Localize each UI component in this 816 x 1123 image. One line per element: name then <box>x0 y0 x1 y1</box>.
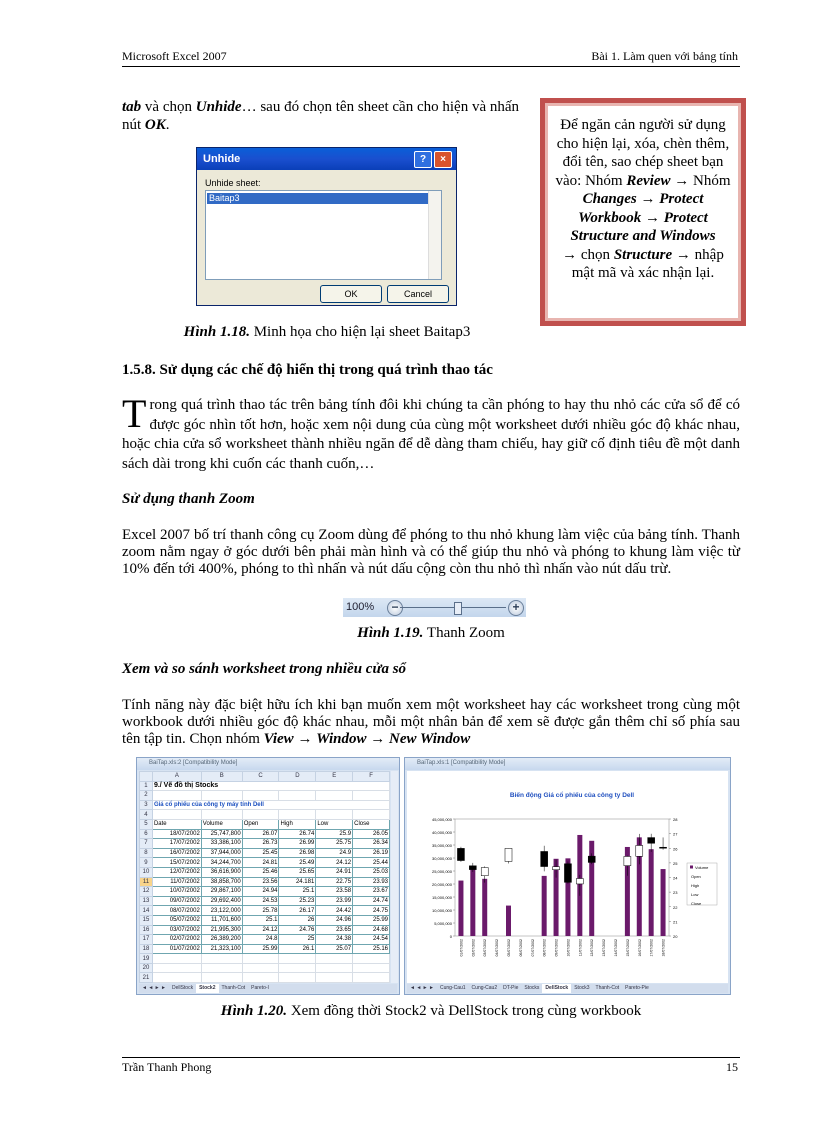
y-tick-label-right: 26 <box>673 846 678 852</box>
row-header[interactable]: 17 <box>140 935 153 945</box>
row-header[interactable]: 1 <box>140 781 153 791</box>
y-tick-label-left: 35,000,000 <box>431 843 452 848</box>
x-tick-label: 07/07/2002 <box>530 939 535 957</box>
candle-body <box>457 848 464 860</box>
close-icon[interactable]: × <box>434 151 452 168</box>
column-header[interactable]: C <box>242 772 279 782</box>
data-cell[interactable]: 26.1 <box>279 944 316 954</box>
subheading-windows: Xem và so sánh worksheet trong nhiều cửa sổ <box>122 661 407 677</box>
row-header[interactable]: 4 <box>140 810 153 820</box>
data-cell[interactable]: 25.1 <box>242 915 279 925</box>
volume-bar <box>649 849 654 936</box>
data-cell[interactable]: 25.99 <box>353 915 390 925</box>
window-titlebar: BaiTap.xls:2 [Compatibility Mode] <box>137 758 399 770</box>
sheet-tab[interactable]: Pareto-I <box>251 985 269 991</box>
table-row <box>140 954 390 964</box>
row-header[interactable]: 15 <box>140 915 153 925</box>
zoom-bar <box>343 598 526 617</box>
candle-body <box>636 845 643 856</box>
data-cell[interactable]: 01/07/2002 <box>152 944 201 954</box>
row-header[interactable]: 10 <box>140 867 153 877</box>
header-rule <box>122 66 740 67</box>
sheet-tab[interactable]: Thanh-Cot <box>595 985 620 991</box>
figure-caption-18: Hình 1.18. Minh họa cho hiện lại sheet Baitap3 <box>183 324 471 340</box>
row-header[interactable]: 11 <box>140 877 153 887</box>
y-tick-label-left: 40,000,000 <box>431 830 452 835</box>
data-cell[interactable]: 25.1 <box>279 887 316 897</box>
data-cell[interactable]: 24.53 <box>242 896 279 906</box>
data-cell[interactable]: 25.65 <box>279 867 316 877</box>
candle-body <box>588 856 595 862</box>
data-cell[interactable]: 24.94 <box>242 887 279 897</box>
candle-body <box>469 866 476 870</box>
paragraph-windows: Tính năng này đặc biệt hữu ích khi bạn muốn xem một worksheet hay các worksheet trong cùng một workbook dưới nhiều góc độ khác nhau, mỗi một nhân bản để xem sẽ được gắn thêm chỉ số phía sau tên tập tin. Chọn nhóm View → Window → New Window <box>122 697 740 748</box>
y-tick-label-right: 28 <box>673 817 678 822</box>
data-cell[interactable]: 24.74 <box>353 896 390 906</box>
column-header[interactable]: D <box>279 772 316 782</box>
data-cell[interactable]: 24.42 <box>316 906 353 916</box>
subheading-zoom: Sử dụng thanh Zoom <box>122 491 255 507</box>
x-tick-label: 06/07/2002 <box>518 939 523 957</box>
data-cell[interactable]: 26.98 <box>279 848 316 858</box>
legend-swatch <box>690 866 693 869</box>
sheet-tab[interactable]: Pareto-Pie <box>625 985 649 991</box>
column-label-cell[interactable]: High <box>279 819 316 829</box>
data-cell[interactable]: 25.03 <box>353 867 390 877</box>
sheet-list[interactable] <box>205 190 442 280</box>
data-cell[interactable]: 25.99 <box>242 944 279 954</box>
footer-rule <box>122 1057 740 1058</box>
data-cell[interactable]: 10/07/2002 <box>152 887 201 897</box>
legend-label: Low <box>691 892 699 897</box>
data-cell[interactable]: 26.73 <box>242 839 279 849</box>
row-header[interactable]: 6 <box>140 829 153 839</box>
row-header[interactable]: 21 <box>140 973 153 983</box>
section-heading: 1.5.8. Sử dụng các chế độ hiển thị trong quá trình thao tác <box>122 362 493 378</box>
candle-body <box>564 864 571 883</box>
data-cell[interactable]: 26.74 <box>279 829 316 839</box>
x-tick-label: 01/07/2002 <box>459 939 464 957</box>
column-label-cell[interactable]: Low <box>316 819 353 829</box>
data-cell[interactable]: 16/07/2002 <box>152 848 201 858</box>
row-header[interactable]: 7 <box>140 839 153 849</box>
sheet-tab[interactable]: Stock2 <box>196 984 218 993</box>
sheet-table <box>139 771 390 983</box>
candle-body <box>576 879 583 884</box>
data-cell[interactable]: 09/07/2002 <box>152 896 201 906</box>
table-row <box>140 906 390 916</box>
excel-window-dellstock <box>404 757 731 995</box>
data-cell[interactable]: 25.75 <box>316 839 353 849</box>
data-cell[interactable]: 25.44 <box>353 858 390 868</box>
data-cell[interactable]: 22.75 <box>316 877 353 887</box>
column-label-cell[interactable]: Open <box>242 819 279 829</box>
data-cell[interactable]: 21,323,100 <box>201 944 242 954</box>
x-tick-label: 17/07/2002 <box>649 939 654 957</box>
data-cell[interactable]: 24.12 <box>242 925 279 935</box>
table-row <box>140 810 390 820</box>
chart-title: Biến động Giá cổ phiếu của công ty Dell <box>509 792 635 799</box>
cancel-button[interactable]: Cancel <box>387 285 449 303</box>
y-tick-label-right: 22 <box>673 904 678 910</box>
table-row <box>140 877 390 887</box>
x-tick-label: 02/07/2002 <box>471 939 476 957</box>
volume-bar <box>506 906 511 936</box>
column-header[interactable]: E <box>316 772 353 782</box>
x-tick-label: 11/07/2002 <box>578 939 583 957</box>
zoom-track[interactable] <box>400 607 506 608</box>
table-row <box>140 819 390 829</box>
candle-body <box>660 847 667 848</box>
legend-label: Close <box>691 901 702 906</box>
data-cell[interactable]: 26.99 <box>279 839 316 849</box>
table-row <box>140 963 390 973</box>
table-row <box>140 973 390 983</box>
y-tick-label-left: 10,000,000 <box>431 908 452 913</box>
data-cell[interactable]: 24.75 <box>353 906 390 916</box>
table-row <box>140 944 390 954</box>
data-cell[interactable]: 33,386,100 <box>201 839 242 849</box>
window-titlebar-2: BaiTap.xls:1 [Compatibility Mode] <box>405 758 730 770</box>
x-tick-label: 09/07/2002 <box>554 939 559 957</box>
data-cell[interactable]: 24.181 <box>279 877 316 887</box>
data-cell[interactable]: 25.9 <box>316 829 353 839</box>
y-tick-label-left: 5,000,000 <box>434 921 452 926</box>
data-cell[interactable]: 24.96 <box>316 915 353 925</box>
data-cell[interactable]: 25,747,800 <box>201 829 242 839</box>
data-cell[interactable]: 26,389,200 <box>201 935 242 945</box>
header-right: Bài 1. Làm quen với bảng tính <box>591 49 738 63</box>
table-row <box>140 791 390 801</box>
y-tick-label-right: 20 <box>673 934 678 939</box>
column-header[interactable]: A <box>152 772 201 782</box>
x-tick-label: 18/07/2002 <box>661 939 666 957</box>
y-tick-label-left: 20,000,000 <box>431 882 452 887</box>
sheet-tab[interactable]: DellStock <box>542 984 571 993</box>
legend-label: Open <box>691 874 701 879</box>
excel-window-stock2 <box>136 757 400 995</box>
row-header[interactable]: 18 <box>140 944 153 954</box>
data-cell[interactable]: 08/07/2002 <box>152 906 201 916</box>
footer-author: Trần Thanh Phong <box>122 1060 212 1074</box>
row-header[interactable]: 2 <box>140 791 153 801</box>
row-header[interactable]: 13 <box>140 896 153 906</box>
table-row <box>140 887 390 897</box>
chart-area <box>407 771 728 983</box>
row-header[interactable]: 9 <box>140 858 153 868</box>
data-cell[interactable]: 25.78 <box>242 906 279 916</box>
sheet-subtitle-cell[interactable]: Giá cổ phiếu của công ty máy tính Dell <box>152 800 389 810</box>
data-cell[interactable]: 23.58 <box>316 887 353 897</box>
volume-bar <box>661 869 666 936</box>
data-cell[interactable]: 24.68 <box>353 925 390 935</box>
data-cell[interactable]: 24.54 <box>353 935 390 945</box>
data-cell[interactable]: 26.17 <box>279 906 316 916</box>
stock-chart <box>407 771 729 984</box>
x-tick-label: 14/07/2002 <box>614 939 618 957</box>
figure-caption-20: Hình 1.20. Xem đồng thời Stock2 và DellStock trong cùng workbook <box>220 1003 642 1019</box>
row-header[interactable]: 3 <box>140 800 153 810</box>
y-tick-label-left: 0 <box>449 934 452 939</box>
row-header[interactable]: 14 <box>140 906 153 916</box>
data-cell[interactable]: 23.99 <box>316 896 353 906</box>
data-cell[interactable]: 25.46 <box>242 867 279 877</box>
drop-cap: T <box>122 391 147 436</box>
paragraph-zoom: Excel 2007 bố trí thanh công cụ Zoom dùng để phóng to thu nhỏ khung làm việc của bảng tính. Thanh zoom nằm ngay ở góc dưới bên phải màn hình và có thể giúp thu nhỏ và phóng to khung làm việc từ 10% đến tới 400%, phóng to thì nhấn và nút dấu cộng còn thu nhỏ thì nhấn vào nút dấu trừ. <box>122 527 740 578</box>
vertical-scrollbar[interactable] <box>391 771 398 983</box>
data-cell[interactable]: 24.76 <box>279 925 316 935</box>
y-tick-label-right: 25 <box>673 860 678 866</box>
x-tick-label: 05/07/2002 <box>507 939 511 957</box>
data-cell[interactable]: 25.23 <box>279 896 316 906</box>
data-cell[interactable]: 21,995,300 <box>201 925 242 935</box>
candle-body <box>481 868 488 876</box>
data-cell[interactable]: 24.12 <box>316 858 353 868</box>
legend-label: High <box>691 883 700 888</box>
table-row <box>140 935 390 945</box>
data-cell[interactable]: 38,858,700 <box>201 877 242 887</box>
data-cell[interactable]: 37,944,000 <box>201 848 242 858</box>
row-header[interactable]: 5 <box>140 819 153 829</box>
data-cell[interactable]: 15/07/2002 <box>152 858 201 868</box>
zoom-out-icon[interactable]: − <box>387 600 403 616</box>
x-tick-label: 12/07/2002 <box>590 939 595 957</box>
x-tick-label: 16/07/2002 <box>637 939 642 957</box>
table-row <box>140 915 390 925</box>
data-cell[interactable]: 36,616,900 <box>201 867 242 877</box>
data-cell[interactable]: 02/07/2002 <box>152 935 201 945</box>
data-cell[interactable]: 29,867,100 <box>201 887 242 897</box>
sheet-tab[interactable]: DellStock <box>171 985 194 991</box>
data-cell[interactable]: 25.16 <box>353 944 390 954</box>
data-cell[interactable]: 29,692,400 <box>201 896 242 906</box>
intro-text: tab và chọn Unhide… sau đó chọn tên sheet cần cho hiện và nhấn nút OK. <box>122 99 520 133</box>
y-tick-label-left: 25,000,000 <box>431 869 452 874</box>
candle-body <box>505 848 512 861</box>
x-tick-label: 08/07/2002 <box>542 939 547 957</box>
data-cell[interactable]: 23.65 <box>316 925 353 935</box>
dialog-label: Unhide sheet: <box>205 178 261 188</box>
data-cell[interactable]: 24.9 <box>316 848 353 858</box>
data-cell[interactable]: 25.45 <box>242 848 279 858</box>
data-cell[interactable]: 26.05 <box>353 829 390 839</box>
data-cell[interactable]: 23,122,000 <box>201 906 242 916</box>
data-cell[interactable]: 24.38 <box>316 935 353 945</box>
y-tick-label-right: 21 <box>673 919 678 925</box>
data-cell[interactable]: 03/07/2002 <box>152 925 201 935</box>
y-tick-label-right: 24 <box>673 875 678 881</box>
header-left: Microsoft Excel 2007 <box>122 49 227 63</box>
column-header[interactable]: B <box>201 772 242 782</box>
page-number: 15 <box>726 1060 738 1074</box>
sheet-grid <box>139 771 390 983</box>
candle-body <box>541 851 548 866</box>
candle-body <box>648 838 655 844</box>
table-row <box>140 800 390 810</box>
sidebar-note <box>540 98 746 326</box>
data-cell[interactable]: 25.49 <box>279 858 316 868</box>
table-row <box>140 896 390 906</box>
sheet-tab[interactable]: Cung-Cau1 <box>439 985 466 991</box>
data-cell[interactable]: 17/07/2002 <box>152 839 201 849</box>
data-cell[interactable]: 25.07 <box>316 944 353 954</box>
volume-bar <box>482 879 487 936</box>
data-cell[interactable]: 24.91 <box>316 867 353 877</box>
table-row <box>140 867 390 877</box>
sheet-tabs-2: ◄ ◄ ► ► Cung-Cau1 Cung-Cau2 DT-Pie Stocks DellStock Stock3 Thanh-Cot Pareto-Pie <box>407 984 728 993</box>
zoom-in-icon[interactable]: + <box>508 600 524 616</box>
table-row <box>140 781 390 791</box>
data-cell[interactable]: 25 <box>279 935 316 945</box>
sheet-list-item[interactable]: Baitap3 <box>207 193 430 204</box>
data-cell[interactable]: 26 <box>279 915 316 925</box>
data-cell[interactable]: 18/07/2002 <box>152 829 201 839</box>
sheet-tab[interactable]: Thanh-Cot <box>221 985 246 991</box>
table-row <box>140 829 390 839</box>
list-scrollbar[interactable] <box>428 191 441 279</box>
volume-bar <box>542 876 547 936</box>
y-tick-label-left: 30,000,000 <box>431 856 452 861</box>
column-header[interactable]: F <box>353 772 390 782</box>
data-cell[interactable]: 23.67 <box>353 887 390 897</box>
table-row <box>140 848 390 858</box>
table-row <box>140 858 390 868</box>
x-tick-label: 15/07/2002 <box>625 939 630 957</box>
data-cell[interactable]: 11/07/2002 <box>152 877 201 887</box>
column-label-cell[interactable]: Volume <box>201 819 242 829</box>
row-header[interactable]: 8 <box>140 848 153 858</box>
candle-body <box>624 856 631 865</box>
dialog-titlebar: Unhide ? × <box>197 148 456 170</box>
legend-label: Volume <box>695 865 709 870</box>
data-cell[interactable]: 11,701,600 <box>201 915 242 925</box>
data-cell[interactable]: 12/07/2002 <box>152 867 201 877</box>
sheet-tab[interactable]: Stocks <box>524 985 540 991</box>
y-tick-label-left: 45,000,000 <box>431 817 452 822</box>
ok-button[interactable]: OK <box>320 285 382 303</box>
table-row <box>140 925 390 935</box>
paragraph-intro: T rong quá trình thao tác trên bảng tính đôi khi chúng ta cần phóng to hay thu nhỏ các cửa sổ để có được góc nhìn tốt hơn, hoặc xem nội dung của cùng một worksheet dưới nhiều góc độ khác nhau, hoặc chia cửa sổ worksheet thành nhiều ngăn để dễ dàng tham chiếu, hay giữ cố định tiêu đề một danh sách dài trong khi cuốn các thanh cuốn,… <box>122 391 740 472</box>
volume-bar <box>458 881 463 936</box>
row-header[interactable]: 19 <box>140 954 153 964</box>
data-cell[interactable]: 23.93 <box>353 877 390 887</box>
y-tick-label-right: 27 <box>673 831 678 837</box>
data-cell[interactable]: 24.8 <box>242 935 279 945</box>
x-tick-label: 03/07/2002 <box>483 939 488 957</box>
x-tick-label: 10/07/2002 <box>566 939 571 957</box>
data-cell[interactable]: 26.07 <box>242 829 279 839</box>
candle-body <box>553 867 560 870</box>
sheet-tab[interactable]: DT-Pie <box>503 985 519 991</box>
data-cell[interactable]: 26.34 <box>353 839 390 849</box>
sheet-tab[interactable]: Stock3 <box>574 985 590 991</box>
volume-bar <box>470 867 475 936</box>
table-row <box>140 839 390 849</box>
zoom-slider-thumb[interactable] <box>454 602 462 615</box>
column-label-cell[interactable]: Date <box>152 819 201 829</box>
row-header[interactable]: 12 <box>140 887 153 897</box>
sidebar-note-text: Để ngăn cản người sử dụng cho hiện lại, xóa, chèn thêm, đổi tên, sao chép sheet bạn vào: Nhóm Review → Nhóm Changes → Protect Workbook → Protect Structure and Windows → chọn Structure → nhập mật mã và xác nhận lại. <box>548 106 738 318</box>
row-header[interactable]: 16 <box>140 925 153 935</box>
help-icon[interactable]: ? <box>414 151 432 168</box>
figure-caption-19: Hình 1.19. Thanh Zoom <box>357 625 505 641</box>
column-label-cell[interactable]: Close <box>353 819 390 829</box>
data-cell[interactable]: 24.81 <box>242 858 279 868</box>
zoom-percent[interactable]: 100% <box>346 601 375 613</box>
row-header[interactable]: 20 <box>140 963 153 973</box>
y-tick-label-right: 23 <box>673 890 678 896</box>
data-cell[interactable]: 26.19 <box>353 848 390 858</box>
x-tick-label: 13/07/2002 <box>602 939 607 957</box>
sheet-tabs: ◄ ◄ ► ► DellStock Stock2 Thanh-Cot Pareto-I <box>139 984 397 993</box>
sheet-title-cell[interactable]: 9./ Vẽ đồ thị Stocks <box>152 781 389 791</box>
data-cell[interactable]: 23.56 <box>242 877 279 887</box>
data-cell[interactable]: 34,244,700 <box>201 858 242 868</box>
sheet-tab[interactable]: Cung-Cau2 <box>471 985 498 991</box>
x-tick-label: 04/07/2002 <box>495 939 500 957</box>
unhide-dialog <box>196 147 457 306</box>
data-cell[interactable]: 05/07/2002 <box>152 915 201 925</box>
y-tick-label-left: 15,000,000 <box>431 895 452 900</box>
